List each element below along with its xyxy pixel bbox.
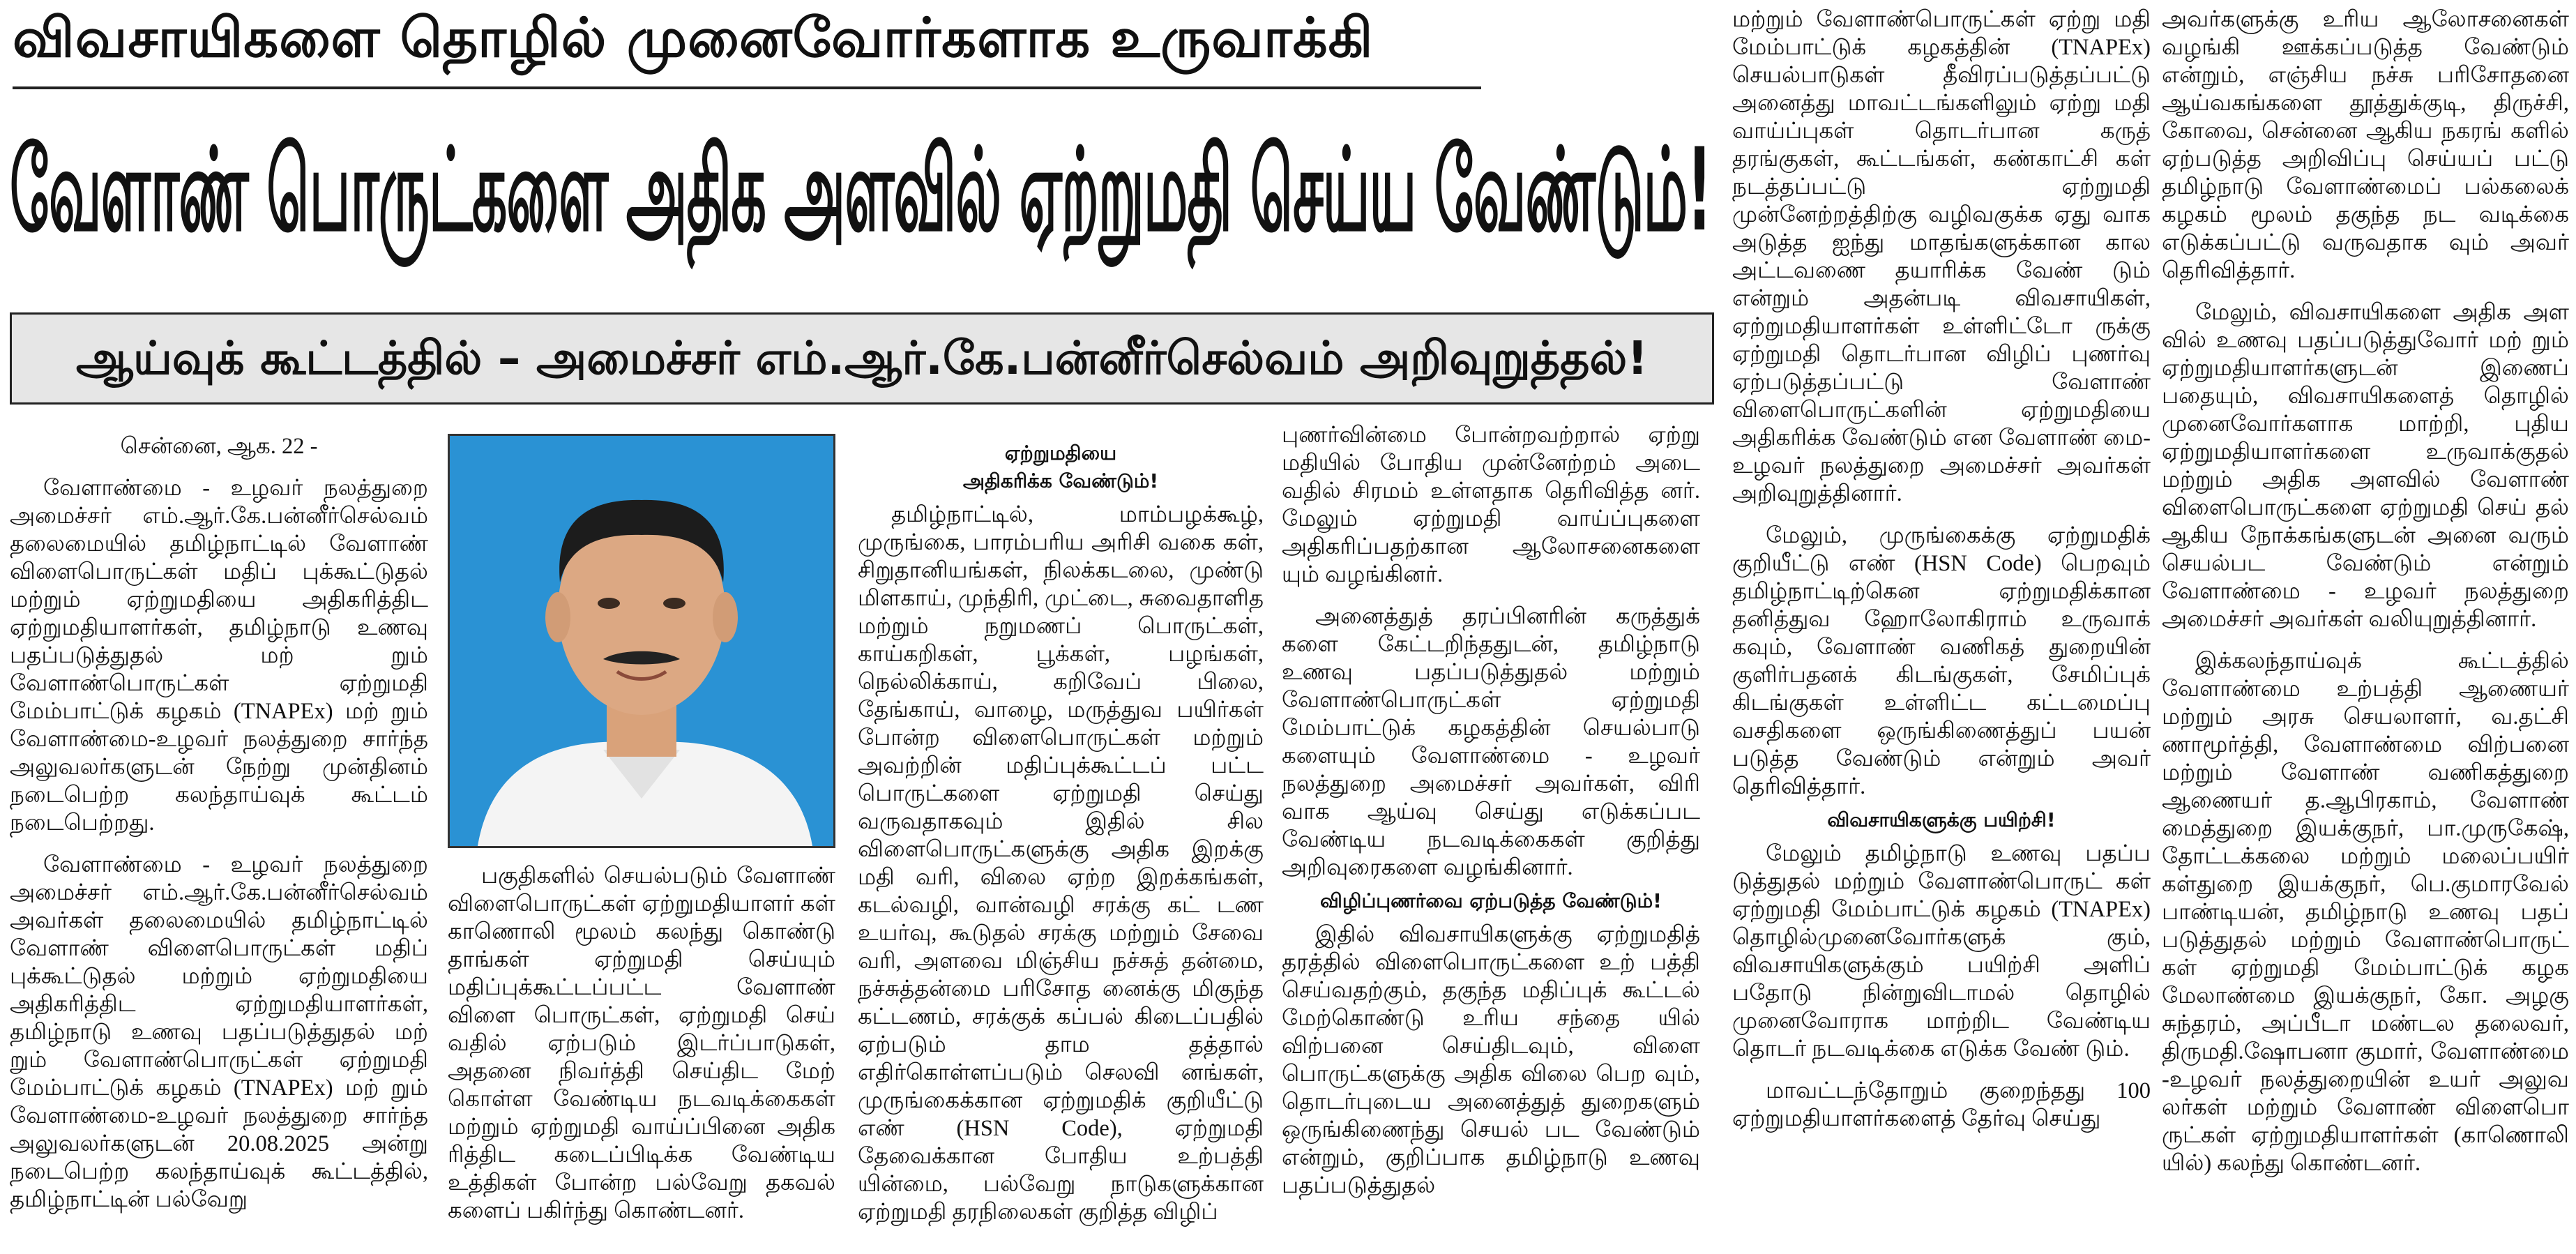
column-5 [1732, 6, 2151, 1248]
paragraph: அனைத்துத் தரப்பினரின் கருத்துக் களை கேட்டறிந்ததுடன், தமிழ்நாடு உணவு பதப்படுத்துதல் மற்றும் வேளாண்பொருட்கள் ஏற்றுமதி மேம்பாட்டுக் கழகத்தின் செயல்பாடு களையும் வேளாண்மை - உழவர் நலத்துறை அமைச்சர் அவர்கள், விரி வாக ஆய்வு செய்து எடுக்கப்பட வேண்டிய நடவடிக்கைகள் குறித்து அறிவுரைகளை வழங்கினார். [1282, 604, 1700, 880]
paragraph: மாவட்டந்தோறும் குறைந்தது 100 ஏற்றுமதியாளர்களைத் தேர்வு செய்து [1732, 1078, 2151, 1131]
paragraph: வேளாண்மை - உழவர் நலத்துறை அமைச்சர் எம்.ஆர்.கே.பன்னீர்செல்வம் தலைமையில் தமிழ்நாட்டில் வேளாண் விளைபொருட்கள் மதிப் புக்கூட்டுதல் மற்றும் ஏற்றுமதியை அதிகரித்திட ஏற்றுமதியாளர்கள், தமிழ்நாடு உணவு பதப்படுத்துதல் மற் றும் வேளாண்பொருட்கள் ஏற்றுமதி மேம்பாட்டுக் கழகம் (TNAPEx) மற் றும் வேளாண்மை-உழவர் நலத்துறை சார்ந்த அலுவலர்களுடன் நேற்று முன்தினம் நடைபெற்ற கலந்தாய்வுக் கூட்டம் நடைபெற்றது. [10, 476, 428, 836]
paragraph: இக்கலந்தாய்வுக் கூட்டத்தில் வேளாண்மை உற்பத்தி ஆணையர் மற்றும் அரசு செயலாளர், வ.தட்சி ணாமூர்த்தி, வேளாண்மை விற்பனை மற்றும் வேளாண் வணிகத்துறை ஆணையர் த.ஆபிரகாம், வேளாண் மைத்துறை இயக்குநர், பா.முருகேஷ், தோட்டக்கலை மற்றும் மலைப்பயிர் கள்துறை இயக்குநர், பெ.குமாரவேல் பாண்டியன், தமிழ்நாடு உணவு பதப் படுத்துதல் மற்றும் வேளாண்பொருட் கள் ஏற்றுமதி மேம்பாட்டுக் கழக மேலாண்மை இயக்குநர், கோ. அழகு சுந்தரம், அப்பீடா மண்டல தலைவர், திருமதி.ஷோபனா குமார், வேளாண்மை -உழவர் நலத்துறையின் உயர் அலுவ லர்கள் மற்றும் வேளாண் விளைபொ ருட்கள் ஏற்றுமதியாளர்கள் (காணொலி யில்) கலந்து கொண்டனர். [2162, 649, 2569, 1176]
deck-headline: ஆய்வுக் கூட்டத்தில் – அமைச்சர் எம்.ஆர்.கே.பன்னீர்செல்வம் அறிவுறுத்தல்! [76, 331, 1648, 385]
paragraph: மற்றும் வேளாண்பொருட்கள் ஏற்று மதி மேம்பாட்டுக் கழகத்தின் (TNAPEx) செயல்பாடுகள் தீவிரப்படுத்தப்பட்டு அனைத்து மாவட்டங்களிலும் ஏற்று மதி வாய்ப்புகள் தொடர்பான கருத் தரங்குகள், கூட்டங்கள், கண்காட்சி கள் நடத்தப்பட்டு ஏற்றுமதி முன்னேற்றத்திற்கு வழிவகுக்க ஏது வாக அடுத்த ஐந்து மாதங்களுக்கான கால அட்டவணை தயாரிக்க வேண் டும் என்றும் அதன்படி விவசாயிகள், ஏற்றுமதியாளர்கள் உள்ளிட்டோ ருக்கு ஏற்றுமதி தொடர்பான விழிப் புணர்வு ஏற்படுத்தப்பட்டு வேளாண் விளைபொருட்களின் ஏற்றுமதியை அதிகரிக்க வேண்டும் என வேளாண் மை-உழவர் நலத்துறை அமைச்சர் அவர்கள் அறிவுறுத்தினார். [1732, 7, 2151, 506]
paragraph: வேளாண்மை - உழவர் நலத்துறை அமைச்சர் எம்.ஆர்.கே.பன்னீர்செல்வம் அவர்கள் தலைமையில் தமிழ்நாட்டில் வேளாண் விளைபொருட்கள் மதிப் புக்கூட்டுதல் மற்றும் ஏற்றுமதியை அதிகரித்திட ஏற்றுமதியாளர்கள், தமிழ்நாடு உணவு பதப்படுத்துதல் மற் றும் வேளாண்பொருட்கள் ஏற்றுமதி மேம்பாட்டுக் கழகம் (TNAPEx) மற் றும் வேளாண்மை-உழவர் நலத்துறை சார்ந்த அலுவலர்களுடன் 20.08.2025 அன்று நடைபெற்ற கலந்தாய்வுக் கூட்டத்தில், தமிழ்நாட்டின் பல்வேறு [10, 852, 428, 1212]
subheading: விவசாயிகளுக்கு பயிற்சி! [1827, 808, 2056, 831]
subheading: விழிப்புணர்வை ஏற்படுத்த வேண்டும்! [1320, 889, 1662, 912]
kicker-text: விவசாயிகளை தொழில் முனைவோர்களாக உருவாக்கி [13, 7, 1374, 70]
column-6 [2162, 6, 2569, 1248]
column-4 [1282, 421, 1700, 1248]
paragraph: மேலும், விவசாயிகளை அதிக அள வில் உணவு பதப்படுத்துவோர் மற் றும் ஏற்றுமதியாளர்களுடன் இணைப் பதையும், விவசாயிகளைத் தொழில் முனைவோர்களாக மாற்றி, புதிய ஏற்றுமதியாளர்களை உருவாக்குதல் மற்றும் அதிக அளவில் வேளாண் விளைபொருட்களை ஏற்றுமதி செய் தல் ஆகிய நோக்கங்களுடன் அனை வரும் செயல்பட வேண்டும் என்றும் வேளாண்மை - உழவர் நலத்துறை அமைச்சர் அவர்கள் வலியுறுத்தினார். [2162, 300, 2569, 632]
subheading: அதிகரிக்க வேண்டும்! [962, 469, 1159, 492]
minister-photo [448, 434, 835, 848]
paragraph: புணர்வின்மை போன்றவற்றால் ஏற்று மதியில் போதிய முன்னேற்றம் அடை வதில் சிரமம் உள்ளதாக தெரிவித்த னர். மேலும் ஏற்றுமதி வாய்ப்புகளை அதிகரிப்பதற்கான ஆலோசனைகளை யும் வழங்கினர். [1282, 423, 1700, 587]
dateline: சென்னை, ஆக. 22 - [120, 434, 318, 459]
column-3 [858, 434, 1264, 1248]
paragraph: மேலும், முருங்கைக்கு ஏற்றுமதிக் குறியீட்டு எண் (HSN Code) பெறவும் தமிழ்நாட்டிற்கென ஏற்றுமதிக்கான தனித்துவ ஹோலோகிராம் உருவாக் கவும், வேளாண் வணிகத் துறையின் குளிர்பதனக் கிடங்குகள், சேமிப்புக் கிடங்குகள் உள்ளிட்ட கட்டமைப்பு வசதிகளை ஒருங்கிணைத்துப் பயன் படுத்த வேண்டும் என்றும் அவர் தெரிவித்தார். [1732, 523, 2151, 799]
subheading: ஏற்றுமதியை [1004, 441, 1117, 464]
column-2 [448, 862, 835, 1248]
deck-box [10, 312, 1714, 405]
kicker-banner [13, 4, 1481, 89]
paragraph: தமிழ்நாட்டில், மாம்பழக்கூழ், முருங்கை, பாரம்பரிய அரிசி வகை கள், சிறுதானியங்கள், நிலக்கடலை, முண்டு மிளகாய், முந்திரி, முட்டை, சுவைதாளித மற்றும் நறுமணப் பொருட்கள், காய்கறிகள், பூக்கள், பழங்கள், நெல்லிக்காய், கறிவேப் பிலை, தேங்காய், வாழை, மருத்துவ பயிர்கள் போன்ற விளைபொருட்கள் மற்றும் அவற்றின் மதிப்புக்கூட்டப் பட்ட பொருட்களை ஏற்றுமதி செய்து வருவதாகவும் இதில் சில விளைபொருட்களுக்கு அதிக இறக்கு மதி வரி, விலை ஏற்ற இறக்கங்கள், கடல்வழி, வான்வழி சரக்கு கட் டண உயர்வு, கூடுதல் சரக்கு மற்றும் சேவை வரி, அளவை மிஞ்சிய நச்சுத் தன்மை, நச்சுத்தன்மை பரிசோத னைக்கு மிகுந்த கட்டணம், சரக்குக் கப்பல் கிடைப்பதில் ஏற்படும் தாம தத்தால் எதிர்கொள்ளப்படும் செலவி னங்கள், முருங்கைக்கான ஏற்றுமதிக் குறியீட்டு எண் (HSN Code), ஏற்றுமதி தேவைக்கான போதிய உற்பத்தி யின்மை, பல்வேறு நாடுகளுக்கான ஏற்றுமதி தரநிலைகள் குறித்த விழிப் [858, 502, 1264, 1225]
paragraph: அவர்களுக்கு உரிய ஆலோசனைகள் வழங்கி ஊக்கப்படுத்த வேண்டும் என்றும், எஞ்சிய நச்சு பரிசோதனை ஆய்வகங்களை தூத்துக்குடி, திருச்சி, கோவை, சென்னை ஆகிய நகரங் களில் ஏற்படுத்த அறிவிப்பு செய்யப் பட்டு தமிழ்நாடு வேளாண்மைப் பல்கலைக் கழகம் மூலம் தகுந்த நட வடிக்கை எடுக்கப்பட்டு வருவதாக வும் அவர் தெரிவித்தார். [2162, 7, 2569, 283]
paragraph: மேலும் தமிழ்நாடு உணவு பதப்ப டுத்துதல் மற்றும் வேளாண்பொருட் கள் ஏற்றுமதி மேம்பாட்டுக் கழகம் (TNAPEx) தொழில்முனைவோர்களுக் கும், விவசாயிகளுக்கும் பயிற்சி அளிப் பதோடு நின்றுவிடாமல் தொழில் முனைவோராக மாற்றிட வேண்டிய தொடர் நடவடிக்கை எடுக்க வேண் டும். [1732, 841, 2151, 1062]
paragraph: இதில் விவசாயிகளுக்கு ஏற்றுமதித் தரத்தில் விளைபொருட்களை உற் பத்தி செய்வதற்கும், தகுந்த மதிப்புக் கூட்டல் மேற்கொண்டு உரிய சந்தை யில் விற்பனை செய்திடவும், விளை பொருட்களுக்கு அதிக விலை பெற வும், தொடர்புடைய அனைத்துத் துறைகளும் ஒருங்கிணைந்து செயல் பட வேண்டும் என்றும், குறிப்பாக தமிழ்நாடு உணவு பதப்படுத்துதல் [1282, 922, 1700, 1198]
column-1 [10, 432, 428, 1248]
paragraph: பகுதிகளில் செயல்படும் வேளாண் விளைபொருட்கள் ஏற்றுமதியாளர் கள் காணொலி மூலம் கலந்து கொண்டு தாங்கள் ஏற்றுமதி செய்யும் மதிப்புக்கூட்டப்பட்ட வேளாண் விளை பொருட்கள், ஏற்றுமதி செய் வதில் ஏற்படும் இடர்ப்பாடுகள், அதனை நிவர்த்தி செய்திட மேற் கொள்ள வேண்டிய நடவடிக்கைகள் மற்றும் ஏற்றுமதி வாய்ப்பினை அதிக ரித்திட கடைப்பிடிக்க வேண்டிய உத்திகள் போன்ற பல்வேறு தகவல் களைப் பகிர்ந்து கொண்டனர். [448, 863, 835, 1223]
main-headline: வேளாண் பொருட்களை அதிக அளவில் ஏற்றுமதி செய்ய வேண்டும்! [10, 123, 1712, 257]
portrait-illustration [450, 436, 833, 846]
